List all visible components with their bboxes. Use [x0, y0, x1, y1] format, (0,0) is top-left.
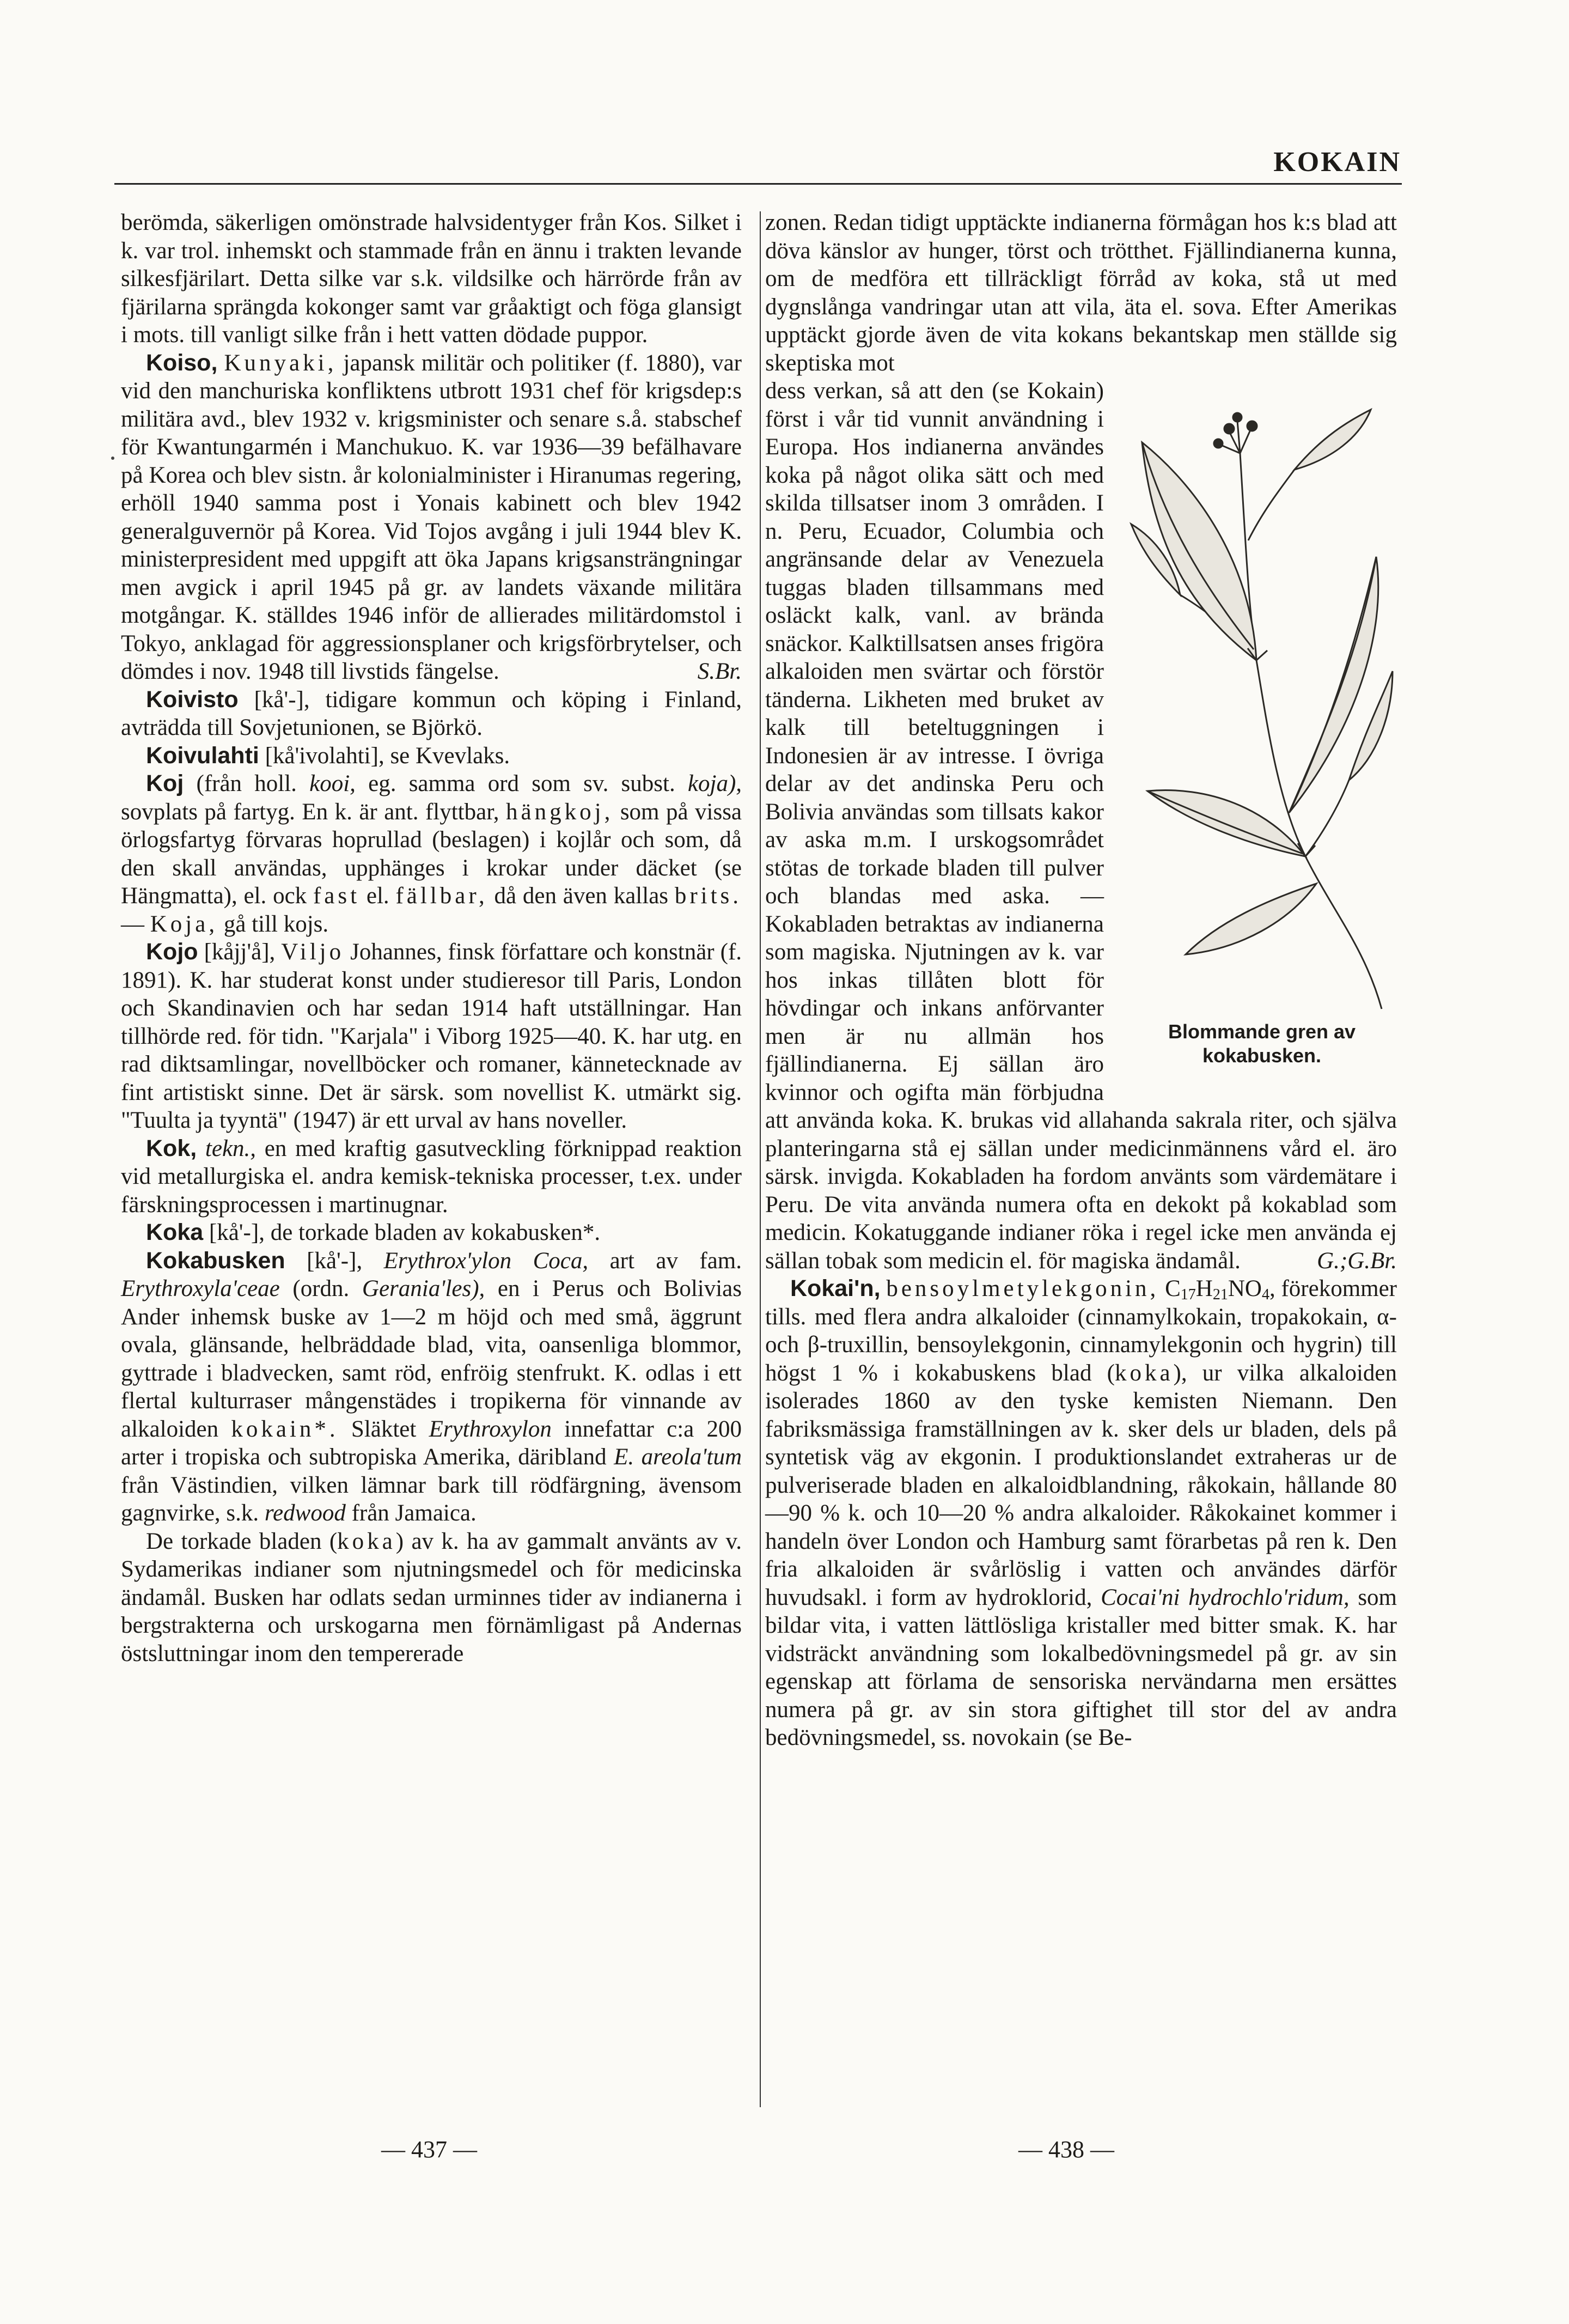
kok-text: en med kraftig gasutveckling förknippad reaktion vid metallurgiska el. andra kemisk-tekniska processer, t.ex. under färskningsprocessen i martinugnar. — [121, 1135, 742, 1218]
koka-text: [kå'-], de torkade bladen av kokabusken*. — [209, 1220, 601, 1245]
entry-koka — [121, 1219, 742, 1247]
kokabusken-text-5: Släktet — [351, 1416, 417, 1442]
kokabusken-text-7: från Västindien, vilken lämnar bark till rödfärgning, ävensom gagnvirke, s.k. — [121, 1472, 742, 1526]
headword-kok: Kok, — [146, 1135, 197, 1161]
coca-branch-illustration — [1126, 377, 1398, 1014]
kokabusken-italic-6: redwood — [264, 1500, 346, 1526]
entry-kokain — [765, 1275, 1397, 1752]
koj-spaced-2: fast — [313, 883, 361, 909]
koj-text-5: el. — [366, 883, 389, 909]
side-branch-right — [1305, 780, 1349, 856]
headword-kojo: Kojo — [146, 939, 198, 965]
formula-c-sub: 17 — [1180, 1286, 1196, 1303]
koivisto-text: [kå'-], tidigare kommun och köping i Finland, avträdda till Sovjetunionen, se Björkö. — [121, 686, 742, 740]
entry-kokabusken — [121, 1247, 742, 1528]
kokabusken-text-4: en i Perus och Bolivias Ander inhemsk buske av 1—2 m höjd och med små, äggrunt ovala, glänsande, helbräddade blad, vita, oansenliga blommor, gyttrade i bladvecken, samt röd, enfröig stenfrukt. K. odlas i ett flertal kulturraser mångenstädes i tropikerna för vinnande av alkaloiden — [121, 1276, 742, 1442]
koj-spaced-4: brits. — [674, 883, 742, 909]
kokabusken-italic-1: Erythrox'ylon Coca, — [383, 1248, 589, 1274]
kokabusken-text-6: innefattar c:a 200 arter i tropiska och subtropiska Amerika, däribland — [121, 1416, 742, 1470]
kokabusken-italic-3: Gerania'les), — [362, 1276, 485, 1301]
figure-coca-branch — [1120, 377, 1403, 1080]
headword-koivisto: Koivisto — [146, 686, 239, 713]
formula-c: C — [1165, 1276, 1181, 1301]
formula-no: NO — [1228, 1276, 1262, 1301]
kokabusken-text-3: (ordn. — [292, 1276, 350, 1301]
kokabusken-text-8: från Jamaica. — [351, 1500, 477, 1526]
entry-koivisto — [121, 686, 742, 742]
leaf-2 — [1289, 557, 1378, 813]
kok-italic: tekn., — [205, 1135, 257, 1161]
kokabusken-italic-2: Erythroxyla'ceae — [121, 1276, 280, 1301]
last-spaced: koka — [337, 1528, 396, 1554]
headword-koiso: Koiso, — [146, 349, 218, 376]
entry-koj — [121, 770, 742, 938]
kokain-formula — [1165, 1276, 1269, 1301]
koj-spaced-3: fällbar, — [395, 883, 488, 909]
koj-spaced-1: hängkoj, — [506, 799, 614, 825]
entry-kok — [121, 1135, 742, 1219]
left-column — [121, 209, 742, 1668]
flower-bud-2 — [1247, 421, 1257, 431]
last-text-2: ) av k. ha av gammalt använts av v. Sydamerikas indianer som njutningsmedel och för medicinska ändamål. Busken har odlats sedan urminnes tider av indianerna i bergstrakterna och urskogarna men förnämligast på Andernas östsluttningar inom den tempererade — [121, 1528, 742, 1666]
headword-koivulahti: Koivulahti — [146, 742, 259, 769]
last-text-1: De torkade bladen ( — [146, 1528, 338, 1554]
entry-kojo — [121, 938, 742, 1135]
kokabusken-text-1: [kå'-], — [307, 1248, 363, 1274]
koj-text-8: gå till kojs. — [223, 911, 329, 937]
page-number-left: — 437 — — [381, 2136, 477, 2163]
koivulahti-text: [kå'ivolahti], se Kvevlaks. — [265, 743, 510, 769]
kojo-text-1: [kåjj'å], — [204, 939, 276, 965]
headword-kokabusken: Kokabusken — [146, 1247, 285, 1274]
formula-h-sub: 21 — [1212, 1286, 1228, 1303]
p2-text: dess verkan, så att den (se Kokain) först i vår tid vunnit användning i Europa. Hos indianerna användes koka på något olika sätt och med skilda tillsatser inom 3 områden. I n. Peru, Ecuador, Columbia och angränsande delar av Venezuela tuggas bladen tillsammans med osläckt kalk, vanl. av brända snäckor. Kalktillsatsen anses frigöra alkaloiden men svärtar och förstör tänderna. Likheten med bruket av kalk till beteltuggningen i Indonesien är av intresse. I övriga delar av det andinska Peru och Bolivia användas som tillsats kakor av aska m.m. I urskogsområdet stötas de torkade bladen till pulver och blandas med aska. — Kokabladen betraktas av indianerna som magiska. Njutningen av k. var hos inkas tillåten blott för hövdingar och inkans anförvanter men är nu allmän hos fjällindianerna. Ej sällan äro kvinnor och ogifta män förbjudna att använda koka. K. brukas vid allahanda sakrala riter, och själva planteringarna stå ej sällan under medicinmännens vård el. äro särsk. invigda. Kokabladen ha fordom använts som värdemätare i Peru. De vita använda numera ofta en dekokt på kokablad som medicin. Kokatuggande indianer röka i regel icke men använda ej sällan tobak som medicin el. för magiska ändamål. — [765, 378, 1397, 1274]
kojo-text-2: Johannes, finsk författare och konstnär (f. 1891). K. har studerat konst under studieresor till Paris, London och Skandinavien och har sedan 1914 haft utställningar. Han tillhörde red. för tidn. "Karjala" i Viborg 1925—40. K. har utg. en rad diktsamlingar, novellböcker och romaner, kännetecknade av fint artistiskt sinne. Det är särsk. som novellist K. utmärkt sig. "Tuulta ja tyyntä" (1947) är ett urval av hans noveller. — [121, 939, 742, 1133]
p2-signature: G.;G.Br. — [1317, 1248, 1397, 1274]
koj-text-1: (från holl. — [196, 771, 297, 796]
kokain-text-2: ), ur vilka alkaloiden isolerades 1860 av den tyske kemisten Niemann. Den fabriksmässiga framställningen av k. sker dels ur bladen, dels på syntetisk väg av ekgonin. I produktionslandet extraheras ur de pulveriserade bladen en alkaloidblandning, råkokain, hållande 80—90 % k. och 10—20 % andra alkaloider. Råkokainet kommer i handeln över London och Hamburg samt förarbetas på ren k. Den fria alkaloiden är svårlöslig i vatten och användes därför huvudsakl. i form av hydroklorid, — [765, 1360, 1397, 1610]
intro-paragraph: berömda, säkerligen omönstrade halvsidentyger från Kos. Silket i k. var trol. inhemskt och stammade från en ännu i trakten levande silkesfjärilart. Detta silke var s.k. vildsilke och härrörde från av fjärilarna sprängda kokonger samt var gråaktigt och föga glansigt i mots. till vanligt silke från i hett vatten dödade puppor. — [121, 210, 742, 348]
koj-spaced-5: Koja, — [150, 911, 218, 937]
flower-bud-1 — [1224, 424, 1234, 434]
kojo-name: Viljo — [281, 939, 345, 965]
koiso-text: japansk militär och politiker (f. 1880), var vid den manchuriska konfliktens utbrott 1931 chef för krigsdep:s militära avd., blev 1932 v. krigsminister och senare s.å. stabschef för Kwantungarmén i Manchukuo. K. var 1936—39 befälhavare på Korea och blev sistn. år kolonialminister i Hiranumas regering, erhöll 1940 samma post i Yonais kabinett och blev 1942 generalguvernör på Korea. Vid Tojos avgång i juli 1944 blev K. ministerpresident med uppgift att öka Japans krigsansträngningar men avgick i april 1945 på gr. av landets växande militära motgångar. K. ställdes 1946 inför de allierades militärdomstol i Tokyo, anklagad för aggressionsplaner och krigsförbrytelser, och dömdes i nov. 1948 till livstids fängelse. — [121, 350, 742, 684]
flower-bud-3 — [1233, 413, 1242, 422]
kokabusken-text-2: art av fam. — [609, 1248, 742, 1274]
flower-bud-4 — [1214, 439, 1223, 448]
leaf-2-midrib — [1292, 557, 1376, 807]
kokabusken-italic-5: E. areola'tum — [614, 1444, 742, 1470]
entry-koiso — [121, 349, 742, 686]
kokain-text-3: som bildar vita, i vatten lättlösliga kristaller med bitter smak. K. har vidsträckt användning som lokalbedövningsmedel på gr. av sin egenskap att förlama de sensoriska nervändarna men ersättes numera på gr. av sin stora giftighet till stor del av andra bedövningsmedel, ss. novokain (se Be- — [765, 1584, 1397, 1750]
page-header-title: KOKAIN — [1273, 147, 1401, 178]
koj-italic-2: koja), — [687, 771, 742, 796]
leaf-7 — [1295, 410, 1371, 470]
koiso-name: Kunyaki, — [224, 350, 337, 376]
right-column — [760, 209, 1397, 1752]
headword-koka: Koka — [146, 1219, 204, 1245]
kokain-name: bensoylmetylekgonin, — [886, 1276, 1159, 1301]
formula-no-sub: 4 — [1261, 1286, 1269, 1303]
headword-koj: Koj — [146, 770, 184, 796]
paragraph-torkade-bladen — [121, 1528, 742, 1668]
koj-text-7: — — [121, 911, 144, 937]
kokabusken-italic-4: Erythroxylon — [429, 1416, 552, 1442]
koj-text-4: som på vissa örlogsfartyg förvaras hoprullad (beslagen) i kojlår och som, då den skall användas, upphänges i krokar under däcket (se Hängmatta), el. ock — [121, 799, 742, 909]
koj-text-2: eg. samma ord som sv. subst. — [368, 771, 675, 796]
kokain-spaced: koka — [1114, 1360, 1174, 1386]
figure-caption: Blommande gren av kokabusken. — [1168, 1020, 1356, 1067]
leaf-4 — [1186, 884, 1316, 954]
formula-h: H — [1195, 1276, 1213, 1301]
paragraph-zonen: zonen. Redan tidigt upptäckte indianerna förmågan hos k:s blad att döva känslor av hunger, törst och trötthet. Fjällindianerna kunna, om de medföra ett tillräckligt förråd av koka, stå ut med dygnslånga vandringar utan att vila, äta el. sova. Efter Amerikas upptäckt gjorde även de vita kokans bekantskap men ställde sig skeptiska mot — [765, 210, 1397, 376]
margin-dot — [111, 457, 114, 460]
side-branch-top — [1248, 470, 1295, 540]
kokain-italic: Cocai'ni hydrochlo'ridum, — [1101, 1584, 1350, 1610]
koj-italic-1: kooi, — [309, 771, 356, 796]
headword-kokain: Kokai'n, — [790, 1275, 881, 1301]
header-rule — [114, 183, 1402, 185]
koj-text-6: då den även kallas — [494, 883, 669, 909]
entry-koivulahti — [121, 742, 742, 770]
kokabusken-spaced-1: kokain*. — [231, 1416, 339, 1442]
page-number-right: — 438 — — [1018, 2136, 1114, 2163]
koj-text-3: sovplats på fartyg. En k. är ant. flyttbar, — [121, 799, 499, 825]
koiso-signature: S.Br. — [697, 659, 742, 684]
kokain-text-1: , förekommer tills. med flera andra alkaloider (cinnamylkokain, tropakokain, α- och β-truxillin, bensoylekgonin, cinnamylekgonin och hygrin) till högst 1 % i kokabuskens blad ( — [765, 1276, 1397, 1386]
